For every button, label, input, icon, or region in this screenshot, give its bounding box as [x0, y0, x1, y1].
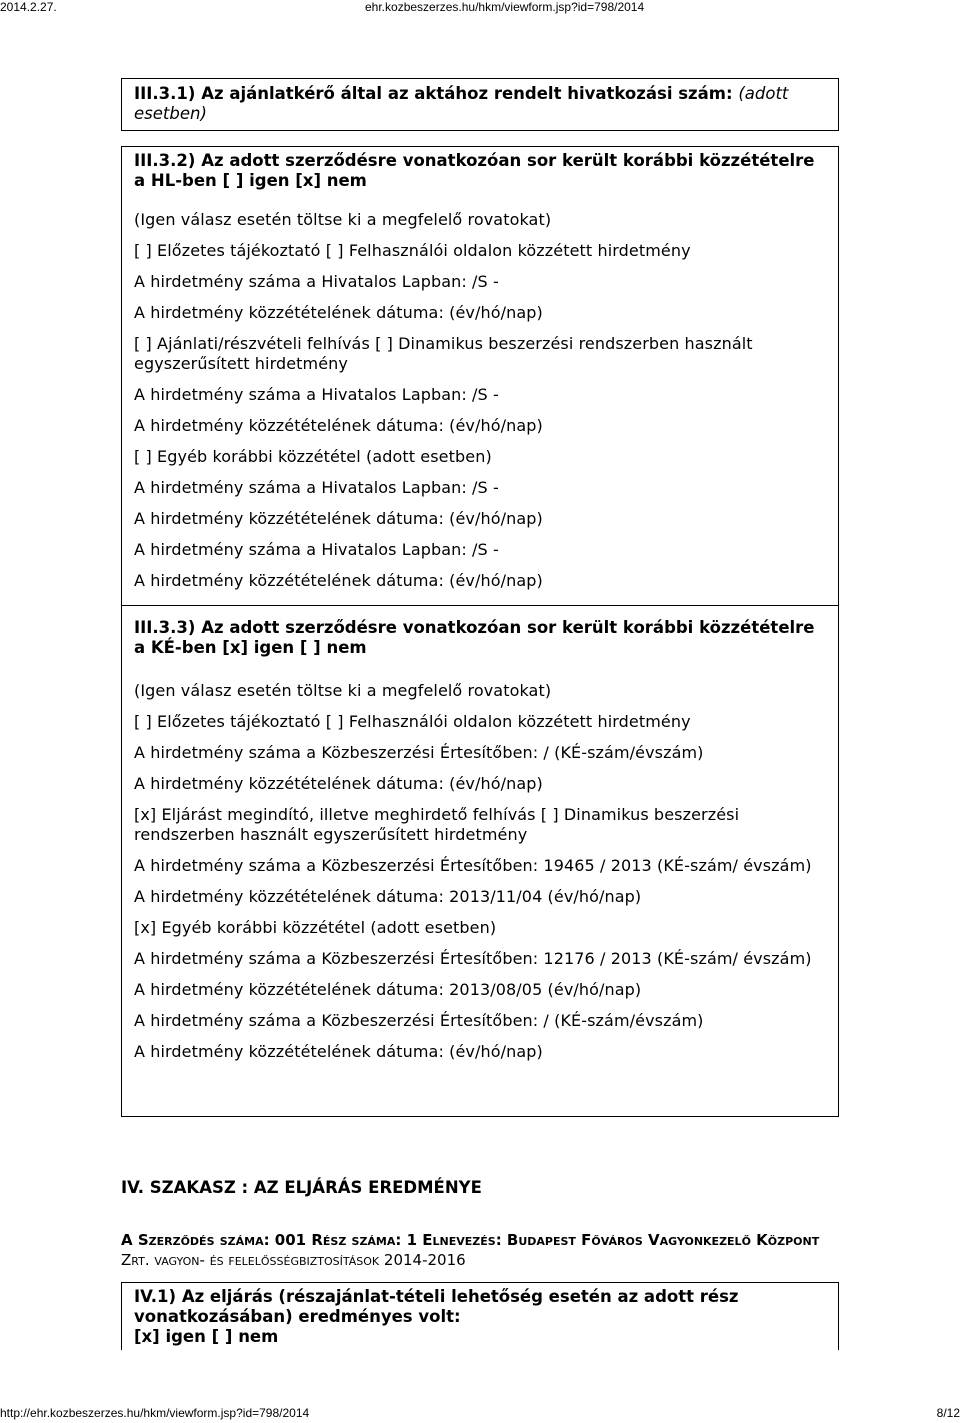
section-iii-3-1-title-italic: (adott esetben) — [134, 84, 789, 123]
section-iv-1-answer: [x] igen [ ] nem — [134, 1327, 279, 1346]
s32-line: A hirdetmény közzétételének dátuma: (év/hó/nap) — [134, 509, 543, 528]
contract-info — [121, 1230, 841, 1270]
print-url-footer: http://ehr.kozbeszerzes.hu/hkm/viewform.jsp?id=798/2014 — [0, 1406, 310, 1420]
section-iii-3-1-title — [122, 79, 838, 124]
contract-line-2: Zrt. vagyon- és felelősségbiztosítások 2014-2016 — [121, 1251, 466, 1269]
s32-line: [ ] Egyéb korábbi közzététel (adott esetben) — [134, 447, 492, 466]
section-iii-3-1 — [121, 78, 839, 131]
s33-line: A hirdetmény közzétételének dátuma: 2013/11/04 (év/hó/nap) — [134, 887, 642, 906]
section-iii-3-2 — [121, 146, 839, 606]
print-url-header: ehr.kozbeszerzes.hu/hkm/viewform.jsp?id=798/2014 — [365, 0, 645, 14]
page-number: 8/12 — [936, 1406, 960, 1420]
s32-line: [ ] Ajánlati/részvételi felhívás [ ] Dinamikus beszerzési rendszerben használt egyszerűsített hirdetmény — [134, 334, 753, 373]
s32-line: [ ] Előzetes tájékoztató [ ] Felhasználói oldalon közzétett hirdetmény — [134, 241, 691, 260]
section-iii-3-1-title-text: III.3.1) Az ajánlatkérő által az aktához rendelt hivatkozási szám: — [134, 84, 739, 103]
print-date: 2014.2.27. — [0, 0, 57, 14]
s32-line: A hirdetmény közzétételének dátuma: (év/hó/nap) — [134, 416, 543, 435]
s32-line: A hirdetmény száma a Hivatalos Lapban: /S - — [134, 385, 499, 404]
s32-line: A hirdetmény száma a Hivatalos Lapban: /S - — [134, 540, 499, 559]
s33-line: A hirdetmény száma a Közbeszerzési Értesítőben: / (KÉ-szám/évszám) — [134, 1011, 704, 1030]
section-iv-1 — [121, 1282, 839, 1350]
section-iii-3-3 — [121, 606, 839, 1117]
section-iii-3-2-lines — [134, 210, 828, 591]
s33-line: A hirdetmény közzétételének dátuma: (év/hó/nap) — [134, 1042, 543, 1061]
s33-line: A hirdetmény közzétételének dátuma: 2013/08/05 (év/hó/nap) — [134, 980, 642, 999]
s32-line: A hirdetmény száma a Hivatalos Lapban: /S - — [134, 478, 499, 497]
s32-line: A hirdetmény közzétételének dátuma: (év/hó/nap) — [134, 303, 543, 322]
section-iii-3-3-title: III.3.3) Az adott szerződésre vonatkozóan sor került korábbi közzétételre a KÉ-ben [x] igen [ ] nem — [134, 618, 815, 657]
s32-line: (Igen válasz esetén töltse ki a megfelelő rovatokat) — [134, 210, 552, 229]
s32-line: A hirdetmény közzétételének dátuma: (év/hó/nap) — [134, 571, 543, 590]
s32-line: A hirdetmény száma a Hivatalos Lapban: /S - — [134, 272, 499, 291]
s33-line: [x] Eljárást megindító, illetve meghirdető felhívás [ ] Dinamikus beszerzési rendszerben használt egyszerűsített hirdetmény — [134, 805, 740, 844]
s33-line: A hirdetmény száma a Közbeszerzési Értesítőben: 12176 / 2013 (KÉ-szám/ évszám) — [134, 949, 812, 968]
section-iii-3-2-title: III.3.2) Az adott szerződésre vonatkozóan sor került korábbi közzétételre a HL-ben [ ] igen [x] nem — [134, 151, 815, 190]
s33-line: A hirdetmény száma a Közbeszerzési Értesítőben: / (KÉ-szám/évszám) — [134, 743, 704, 762]
s33-line: (Igen válasz esetén töltse ki a megfelelő rovatokat) — [134, 681, 552, 700]
s33-line: [ ] Előzetes tájékoztató [ ] Felhasználói oldalon közzétett hirdetmény — [134, 712, 691, 731]
section-iii-3-3-lines — [134, 681, 828, 1062]
s33-line: A hirdetmény száma a Közbeszerzési Értesítőben: 19465 / 2013 (KÉ-szám/ évszám) — [134, 856, 812, 875]
section-iv-1-title: IV.1) Az eljárás (részajánlat-tételi lehetőség esetén az adott rész vonatkozásában) eredményes volt: — [134, 1287, 739, 1326]
contract-line-1: A Szerződés száma: 001 Rész száma: 1 Elnevezés: Budapest Főváros Vagyonkezelő Központ — [121, 1231, 820, 1249]
s33-line: A hirdetmény közzétételének dátuma: (év/hó/nap) — [134, 774, 543, 793]
section-iv-title: IV. SZAKASZ : AZ ELJÁRÁS EREDMÉNYE — [121, 1178, 482, 1197]
s33-line: [x] Egyéb korábbi közzététel (adott esetben) — [134, 918, 497, 937]
